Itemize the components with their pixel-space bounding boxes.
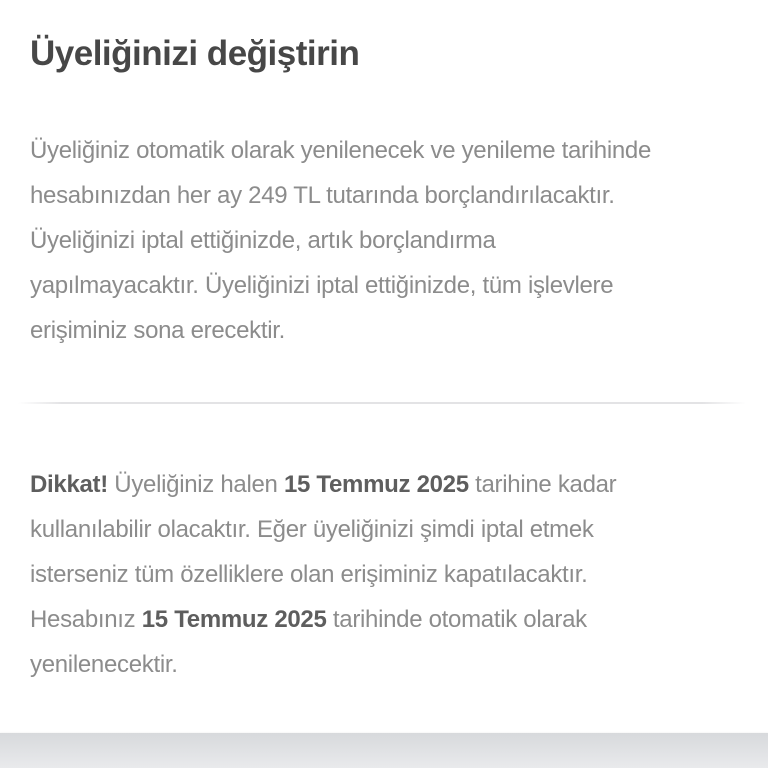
text-line: Dikkat! Üyeliğiniz halen 15 Temmuz 2025 tarihine kadar <box>30 471 617 498</box>
text-line: kullanılabilir olacaktır. Eğer üyeliğinizi şimdi iptal etmek <box>30 516 594 543</box>
text-line: yapılmayacaktır. Üyeliğinizi iptal ettiğinizde, tüm işlevlere <box>30 272 614 299</box>
text-line: Üyeliğiniz otomatik olarak yenilenecek ve yenileme tarihinde <box>30 137 651 164</box>
renewal-info-paragraph <box>30 128 651 353</box>
cancellation-warning-paragraph <box>30 462 616 687</box>
text-line: yenilenecektir. <box>30 651 178 678</box>
page-title: Üyeliğinizi değiştirin <box>30 34 360 73</box>
text-line: hesabınızdan her ay 249 TL tutarında borçlandırılacaktır. <box>30 182 615 209</box>
text-line: isterseniz tüm özelliklere olan erişiminiz kapatılacaktır. <box>30 561 588 588</box>
text-line: Üyeliğinizi iptal ettiğinizde, artık borçlandırma <box>30 227 496 254</box>
text-line: Hesabınız 15 Temmuz 2025 tarihinde otomatik olarak <box>30 606 587 633</box>
bottom-background-band <box>0 733 768 768</box>
text-line: erişiminiz sona erecektir. <box>30 317 285 344</box>
section-divider <box>18 402 746 404</box>
